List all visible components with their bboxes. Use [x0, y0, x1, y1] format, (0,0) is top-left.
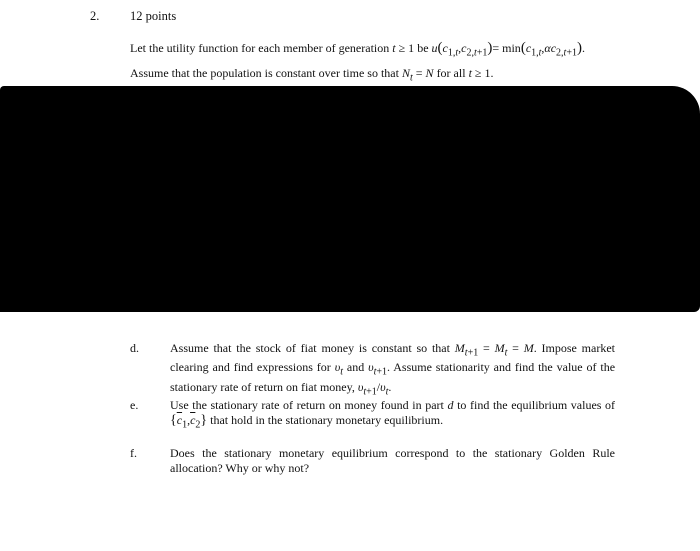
part-f-text: Does the stationary monetary equilibrium correspond to the stationary Golden Rule allocation? Why or why not? [170, 446, 615, 475]
part-e-text: Use the stationary rate of return on money found in part d to find the equilibrium values of $\{\overline{c}_1,\overline{c}_2\}$ that hold in the stationary monetary equilibrium. [170, 398, 616, 431]
math-min-expression: $(c_{1,t},\alpha c_{2,t+1})$. [520, 40, 585, 59]
redacted-region [0, 86, 700, 312]
question-points: 12 points [130, 9, 177, 23]
math-generation: t [392, 41, 396, 55]
math-utility-function: $u(c_{1,t},c_{2,t+1})$ [431, 40, 493, 59]
part-d-label: d. [130, 341, 139, 355]
intro-line-1: Let the utility function for each member of generation t ≥ 1 be $u(c_{1,t},c_{2,t+1})= \min(c_{1,t},\alpha c_{2,t+1})$. [130, 40, 585, 59]
part-f-label: f. [130, 446, 137, 460]
part-d-text: Assume that the stock of fiat money is constant so that $M_{t+1} = M_t = M$. Impose market clearing and find expressions for $\upsilon_t$ and $\upsilon_{t+1}$. Assume stationarity and find the value of the stationary rate of return on fiat money, $\upsilon_{t+1}/\upsilon_t$. [170, 341, 616, 398]
question-number: 2. [90, 9, 100, 23]
part-e-label: e. [130, 398, 139, 412]
intro-line-2: Assume that the population is constant over time so that $N_t = N$ for all t ≥ 1. [130, 66, 494, 84]
question-intro [130, 38, 650, 89]
